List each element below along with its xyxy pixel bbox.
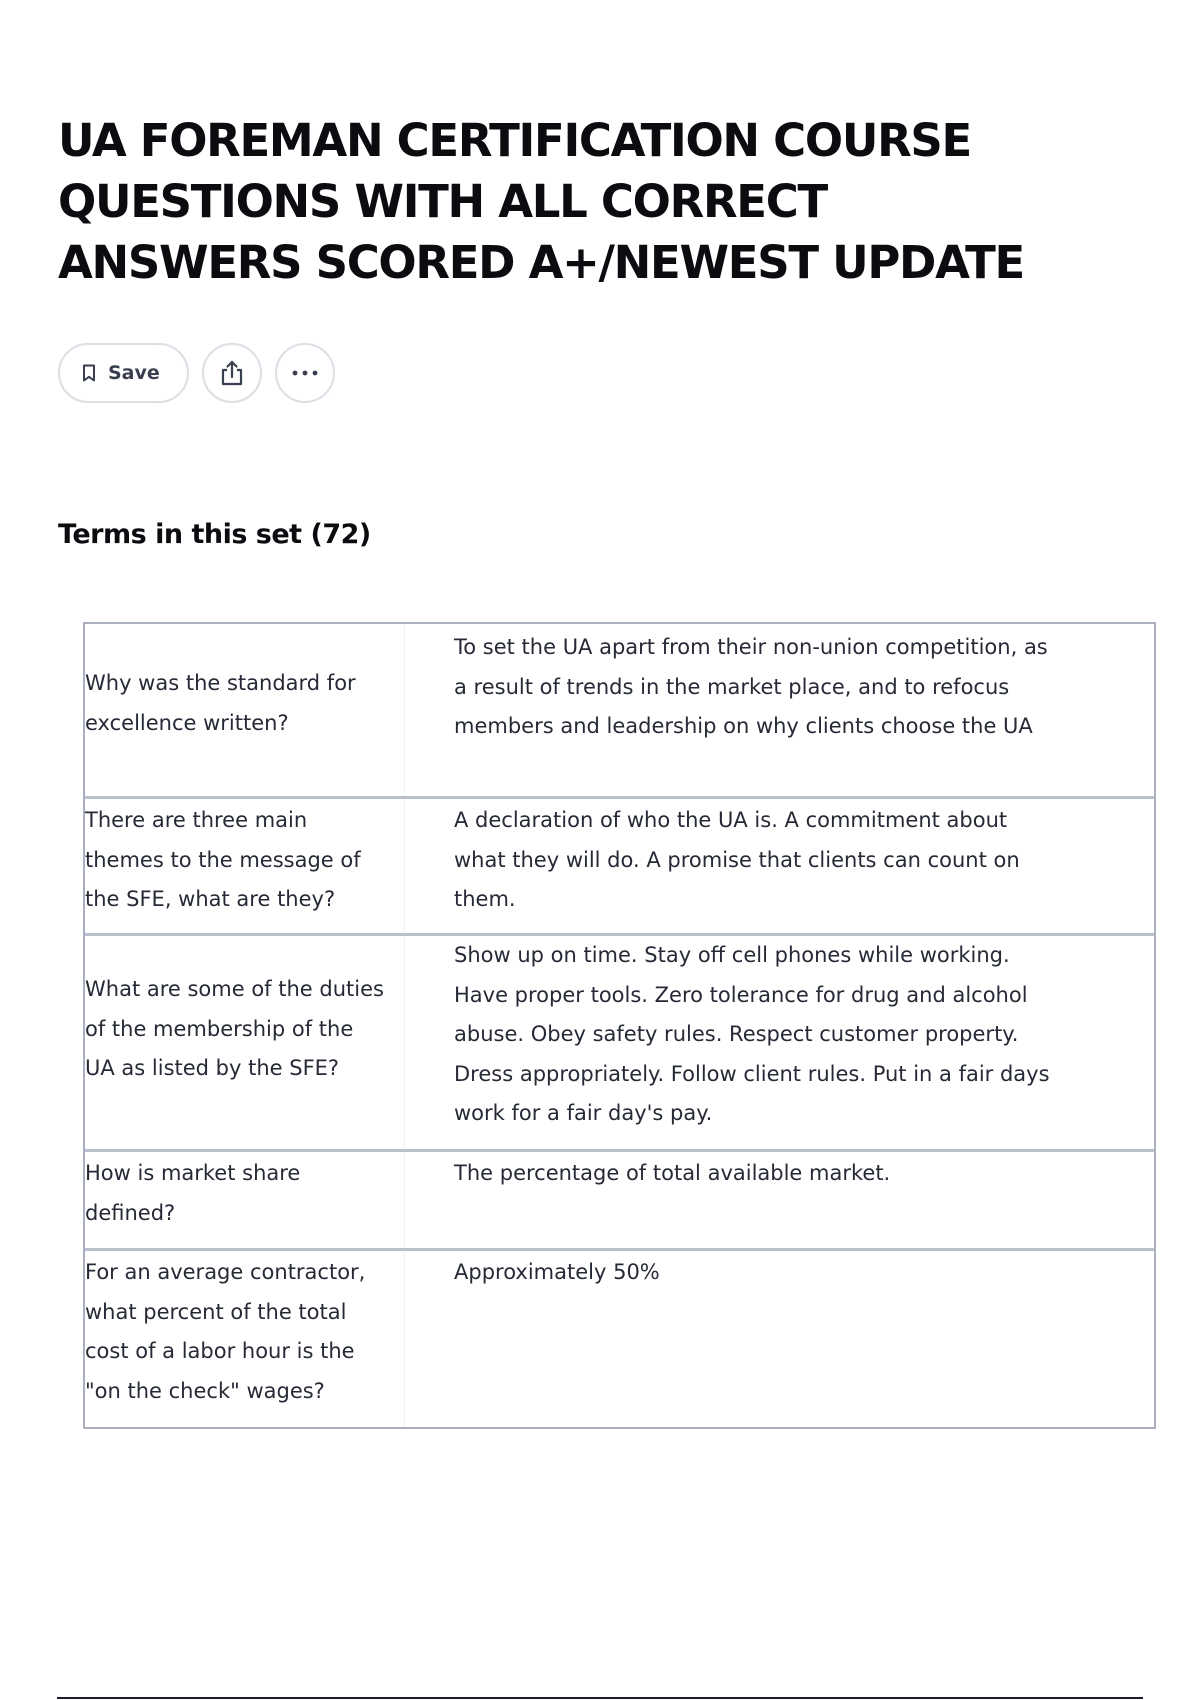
term-answer: The percentage of total available market.	[454, 1161, 891, 1185]
save-button[interactable]	[58, 343, 189, 403]
page-title: UA FOREMAN CERTIFICATION COURSE QUESTIONS WITH ALL CORRECT ANSWERS SCORED A+/NEWEST UPDATE	[58, 114, 1024, 289]
share-icon	[219, 359, 245, 387]
terms-table	[83, 622, 1156, 1429]
action-bar	[58, 343, 335, 403]
terms-heading: Terms in this set (72)	[58, 519, 371, 550]
bookmark-icon	[82, 364, 96, 382]
term-answer: A declaration of who the UA is. A commitment about what they will do. A promise that clients can count on them.	[454, 808, 1020, 911]
term-question: How is market share defined?	[85, 1152, 405, 1248]
term-answer: Show up on time. Stay off cell phones while working. Have proper tools. Zero tolerance for drug and alcohol abuse. Obey safety rules. Respect customer property. Dress appropriately. Follow client rules. Put in a fair days work for a fair day's pay.	[454, 943, 1050, 1125]
share-button[interactable]	[202, 343, 262, 403]
table-row	[85, 624, 1154, 796]
term-question: For an average contractor, what percent of the total cost of a labor hour is the "on the check" wages?	[85, 1251, 405, 1427]
term-question: Why was the standard for excellence written?	[85, 624, 405, 796]
table-row	[85, 1149, 1154, 1248]
table-row	[85, 1248, 1154, 1427]
term-answer: Approximately 50%	[454, 1260, 660, 1284]
page-divider	[57, 1697, 1143, 1699]
term-answer: To set the UA apart from their non-union competition, as a result of trends in the market place, and to refocus members and leadership on why clients choose the UA	[454, 635, 1048, 738]
table-row	[85, 933, 1154, 1149]
more-options-button[interactable]	[275, 343, 335, 403]
term-question: What are some of the duties of the membership of the UA as listed by the SFE?	[85, 936, 405, 1149]
save-button-label: Save	[108, 362, 160, 384]
table-row	[85, 796, 1154, 933]
term-question: There are three main themes to the message of the SFE, what are they?	[85, 799, 405, 933]
more-options-icon	[291, 369, 319, 377]
